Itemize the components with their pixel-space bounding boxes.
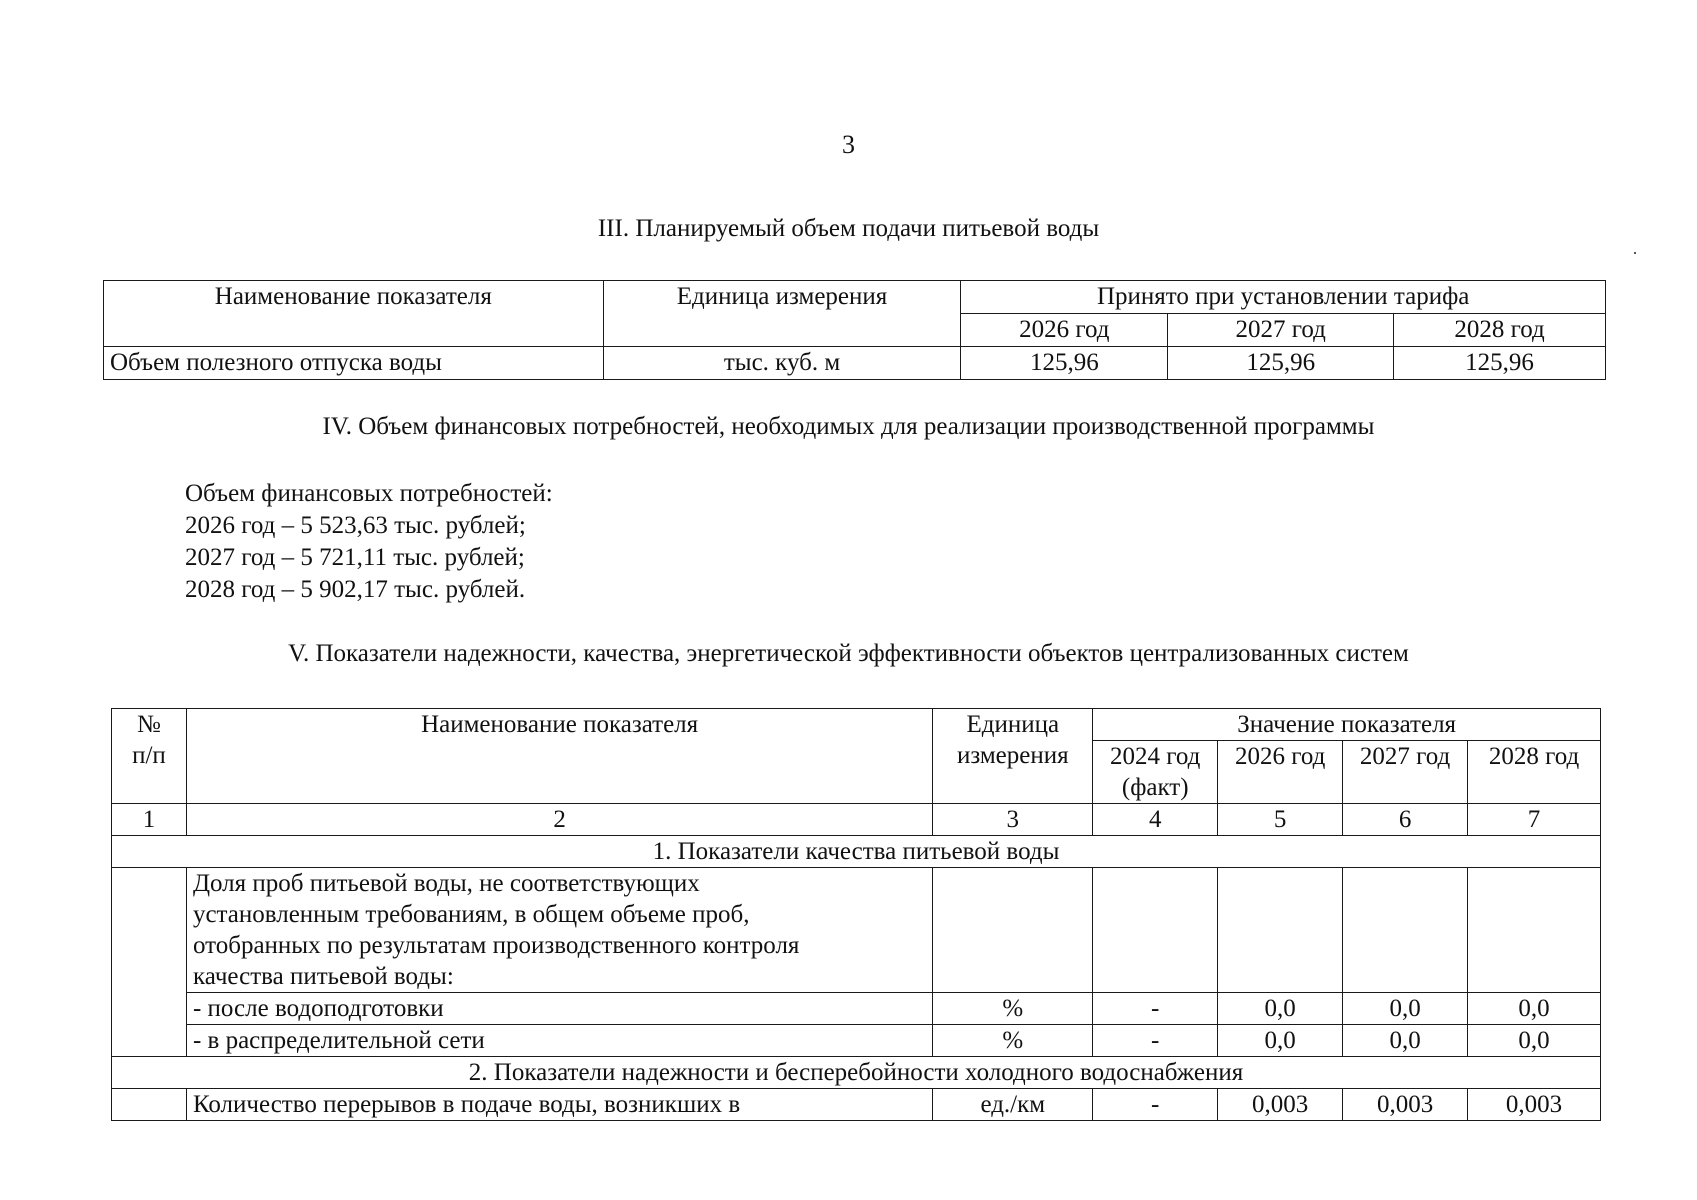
row-value-2028: 125,96 [1394, 347, 1606, 380]
header-number-line1: № [137, 711, 161, 738]
financial-needs-2026: 2026 год – 5 523,63 тыс. рублей; [185, 512, 526, 539]
sub-row-value: - [1093, 993, 1218, 1025]
empty-cell [1093, 868, 1218, 993]
empty-cell [1468, 868, 1601, 993]
column-number-4: 4 [1093, 804, 1218, 836]
financial-needs-2027: 2027 год – 5 721,11 тыс. рублей; [185, 544, 525, 571]
column-number-6: 6 [1343, 804, 1468, 836]
sub-row-value: 0,0 [1218, 993, 1343, 1025]
group-title-row [112, 1057, 1601, 1089]
header-unit [933, 709, 1093, 804]
table-row [112, 1089, 1601, 1121]
header-year-2028: 2028 год [1468, 741, 1601, 804]
scan-speck [1634, 252, 1636, 254]
indicator-2-value: 0,003 [1468, 1089, 1601, 1121]
header-unit-line2: измерения [956, 742, 1069, 769]
financial-needs-block [185, 478, 553, 606]
section-4-title: IV. Объем финансовых потребностей, необходимых для реализации производственной программы [322, 413, 1375, 440]
column-number-2: 2 [186, 804, 932, 836]
table-header-row [104, 281, 1606, 314]
sub-row-unit: % [933, 1025, 1093, 1057]
header-year-2024-fact: 2024 год (факт) [1093, 741, 1218, 804]
column-number-3: 3 [933, 804, 1093, 836]
indicator-1-name [186, 868, 932, 993]
sub-row-value: 0,0 [1468, 1025, 1601, 1057]
section-5-title: V. Показатели надежности, качества, энергетической эффективности объектов централизованных систем [288, 640, 1409, 667]
table-header-row [112, 709, 1601, 741]
sub-row-value: 0,0 [1468, 993, 1601, 1025]
sub-row-unit: % [933, 993, 1093, 1025]
row-indicator-name: Объем полезного отпуска воды [104, 347, 604, 380]
section-3-title: III. Планируемый объем подачи питьевой воды [597, 215, 1100, 242]
header-indicator-name: Наименование показателя [104, 281, 604, 347]
column-number-5: 5 [1218, 804, 1343, 836]
table-row [104, 347, 1606, 380]
header-year-2028: 2028 год [1394, 314, 1606, 347]
page-number: 3 [842, 130, 855, 159]
indicator-2-value: 0,003 [1343, 1089, 1468, 1121]
row-value-2027: 125,96 [1168, 347, 1394, 380]
header-tariff-group: Принято при установлении тарифа [961, 281, 1606, 314]
empty-cell [1343, 868, 1468, 993]
header-year-2027: 2027 год [1168, 314, 1394, 347]
financial-needs-label: Объем финансовых потребностей: [185, 480, 553, 507]
sub-row-name: - после водоподготовки [186, 993, 932, 1025]
table-row [112, 993, 1601, 1025]
header-unit: Единица измерения [603, 281, 961, 347]
table-row [112, 868, 1601, 993]
column-number-1: 1 [112, 804, 187, 836]
group-1-title: 1. Показатели качества питьевой воды [112, 836, 1601, 868]
header-year-2026: 2026 год [961, 314, 1168, 347]
indicator-2-value: 0,003 [1218, 1089, 1343, 1121]
sub-row-value: 0,0 [1343, 993, 1468, 1025]
header-value-group: Значение показателя [1093, 709, 1601, 741]
indicator-1-line: отобранных по результатам производственного контроля [192, 932, 800, 959]
indicator-1-line: Доля проб питьевой воды, не соответствующих [192, 870, 700, 897]
indicator-2-value: - [1093, 1089, 1218, 1121]
table-row [112, 1025, 1601, 1057]
group-title-row [112, 836, 1601, 868]
header-year-2027: 2027 год [1343, 741, 1468, 804]
indicator-1-line: установленным требованиям, в общем объеме проб, [192, 901, 750, 928]
row-value-2026: 125,96 [961, 347, 1168, 380]
empty-cell [1218, 868, 1343, 993]
column-number-7: 7 [1468, 804, 1601, 836]
empty-cell [933, 868, 1093, 993]
group-2-title: 2. Показатели надежности и бесперебойности холодного водоснабжения [112, 1057, 1601, 1089]
header-year-2026: 2026 год [1218, 741, 1343, 804]
header-indicator-name: Наименование показателя [186, 709, 932, 804]
row-unit: тыс. куб. м [603, 347, 961, 380]
row-number-cell [112, 868, 187, 1057]
sub-row-value: 0,0 [1218, 1025, 1343, 1057]
reliability-indicators-table [111, 708, 1601, 1121]
financial-needs-2028: 2028 год – 5 902,17 тыс. рублей. [185, 576, 526, 603]
header-number-line2: п/п [132, 742, 166, 769]
indicator-1-line: качества питьевой воды: [192, 963, 454, 990]
row-number-cell [112, 1089, 187, 1121]
indicator-2-name: Количество перерывов в подаче воды, возникших в [186, 1089, 932, 1121]
header-unit-line1: Единица [966, 711, 1060, 738]
sub-row-name: - в распределительной сети [186, 1025, 932, 1057]
header-number [112, 709, 187, 804]
column-numbering-row [112, 804, 1601, 836]
indicator-2-unit: ед./км [933, 1089, 1093, 1121]
sub-row-value: 0,0 [1343, 1025, 1468, 1057]
sub-row-value: - [1093, 1025, 1218, 1057]
water-supply-volume-table [103, 280, 1606, 380]
